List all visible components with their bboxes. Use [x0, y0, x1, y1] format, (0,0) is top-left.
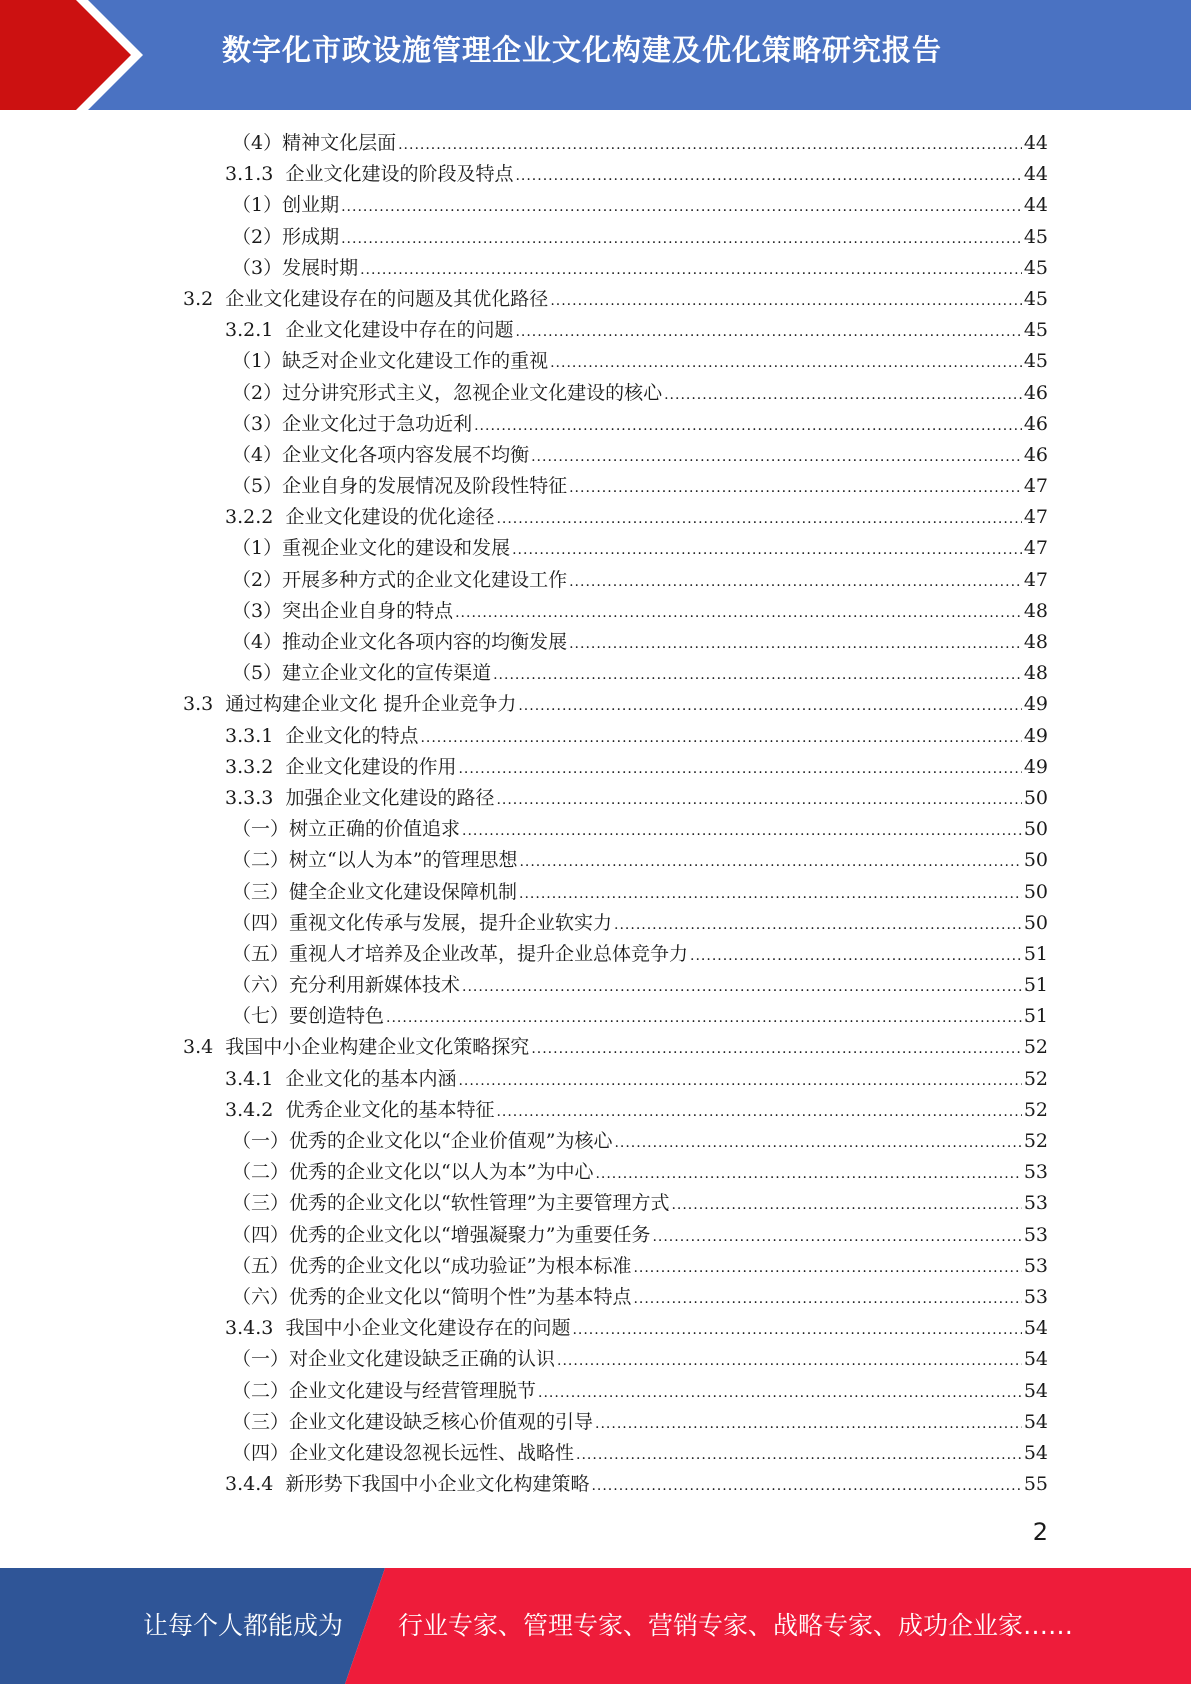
toc-entry[interactable] [0, 315, 1191, 346]
toc-entry-title: 企业文化的基本内涵 [285, 1067, 457, 1090]
toc-leader-dots [515, 161, 1021, 192]
toc-entry-number: （2） [232, 568, 283, 591]
toc-entry-number: 3.4 [183, 1036, 226, 1059]
toc-entry-page: 49 [1023, 693, 1048, 716]
toc-leader-dots [398, 130, 1022, 161]
toc-leader-dots [569, 567, 1022, 598]
toc-entry-title: 优秀的企业文化以“以人为本”为中心 [289, 1161, 594, 1184]
toc-entry-number: 3.3 [183, 693, 226, 716]
toc-entry-page: 51 [1023, 974, 1048, 997]
toc-entry-title: 过分讲究形式主义，忽视企业文化建设的核心 [282, 381, 663, 404]
toc-entry-title: 开展多种方式的企业文化建设工作 [282, 568, 568, 591]
toc-leader-dots [550, 286, 1022, 317]
toc-entry-number: （五） [232, 1254, 290, 1277]
toc-leader-dots [518, 691, 1021, 722]
toc-entry-number: 3.3.1 [225, 724, 286, 747]
toc-entry-title: 重视文化传承与发展，提升企业软实力 [289, 911, 613, 934]
toc-entry-page: 45 [1023, 256, 1048, 279]
toc-leader-dots [493, 660, 1022, 691]
toc-leader-dots [569, 629, 1022, 660]
toc-leader-dots [474, 411, 1022, 442]
toc-entry-title: 我国中小企业文化建设存在的问题 [285, 1317, 571, 1340]
toc-entry-page: 54 [1023, 1379, 1048, 1402]
toc-leader-dots [538, 1378, 1022, 1409]
toc-entry-title: 对企业文化建设缺乏正确的认识 [289, 1348, 556, 1371]
toc-leader-dots [455, 598, 1022, 629]
toc-leader-dots [458, 1066, 1021, 1097]
toc-leader-dots [519, 847, 1021, 878]
toc-entry[interactable] [0, 190, 1191, 221]
toc-leader-dots [614, 910, 1022, 941]
toc-entry[interactable] [0, 409, 1191, 440]
toc-entry[interactable] [0, 533, 1191, 564]
toc-entry[interactable] [0, 128, 1191, 159]
toc-leader-dots [496, 504, 1021, 535]
toc-entry[interactable] [0, 222, 1191, 253]
toc-entry-page: 46 [1023, 412, 1048, 435]
footer-slogan-right: 行业专家、管理专家、营销专家、战略专家、成功企业家…… [398, 1611, 1074, 1640]
toc-leader-dots [531, 1034, 1022, 1065]
report-title: 数字化市政设施管理企业文化构建及优化策略研究报告 [222, 33, 943, 67]
toc-leader-dots [595, 1409, 1022, 1440]
toc-entry-page: 44 [1023, 194, 1048, 217]
toc-entry-title: 精神文化层面 [282, 132, 397, 154]
toc-entry-number: 3.1.3 [225, 163, 286, 186]
toc-entry-page: 44 [1023, 163, 1048, 186]
toc-entry-number: 3.2 [183, 287, 226, 310]
toc-leader-dots [591, 1471, 1021, 1502]
toc-entry-title: 健全企业文化建设保障机制 [289, 880, 518, 903]
toc-leader-dots [386, 1003, 1022, 1034]
toc-entry-title: 企业文化建设的作用 [285, 755, 457, 778]
toc-entry-number: （二） [232, 1161, 290, 1184]
toc-entry-title: 突出企业自身的特点 [282, 599, 454, 622]
toc-entry-title: 树立正确的价值追求 [289, 818, 461, 841]
toc-leader-dots [569, 473, 1022, 504]
toc-leader-dots [664, 380, 1022, 411]
toc-entry[interactable] [0, 877, 1191, 908]
toc-leader-dots [462, 972, 1022, 1003]
toc-entry-title: 企业文化建设中存在的问题 [285, 319, 514, 342]
header-banner [0, 0, 1191, 110]
toc-entry-page: 54 [1023, 1410, 1048, 1433]
toc-entry-number: （七） [232, 1005, 290, 1028]
toc-entry-title: 创业期 [282, 194, 340, 217]
toc-entry-title: 企业文化建设的优化途径 [285, 506, 495, 529]
toc-leader-dots [576, 1440, 1022, 1471]
toc-entry-page: 47 [1023, 568, 1048, 591]
toc-entry-title: 企业文化建设存在的问题及其优化路径 [225, 287, 549, 310]
toc-entry[interactable] [0, 1126, 1191, 1157]
toc-entry[interactable] [0, 939, 1191, 970]
toc-entry[interactable] [0, 284, 1191, 315]
toc-leader-dots [512, 535, 1022, 566]
toc-entry-page: 45 [1023, 350, 1048, 373]
toc-entry[interactable] [0, 908, 1191, 939]
toc-entry-title: 企业文化建设与经营管理脱节 [289, 1379, 537, 1402]
toc-entry-number: （二） [232, 849, 290, 872]
toc-entry-page: 52 [1023, 1036, 1048, 1059]
toc-entry-page: 53 [1023, 1285, 1048, 1308]
toc-leader-dots [690, 941, 1022, 972]
toc-entry-number: （4） [232, 631, 283, 653]
toc-entry-page: 47 [1023, 506, 1048, 529]
toc-entry-page: 50 [1023, 880, 1048, 903]
toc-entry-page: 49 [1023, 724, 1048, 747]
toc-entry-number: （一） [232, 1348, 290, 1371]
toc-entry-page: 53 [1023, 1254, 1048, 1277]
toc-entry-page: 49 [1023, 755, 1048, 778]
toc-entry-number: 3.4.3 [225, 1317, 286, 1340]
toc-entry[interactable] [0, 1469, 1191, 1500]
toc-entry[interactable] [0, 471, 1191, 502]
toc-entry-page: 50 [1023, 818, 1048, 841]
toc-entry-title: 企业文化的特点 [285, 724, 419, 747]
toc-entry[interactable] [0, 689, 1191, 720]
toc-entry[interactable] [0, 1407, 1191, 1438]
toc-leader-dots [341, 224, 1022, 255]
toc-entry-title: 优秀的企业文化以“软性管理”为主要管理方式 [289, 1192, 670, 1215]
toc-entry-page: 48 [1023, 599, 1048, 622]
toc-entry-number: 3.3.3 [225, 786, 286, 809]
toc-entry[interactable] [0, 159, 1191, 190]
toc-entry-number: （六） [232, 1285, 290, 1308]
toc-entry-title: 企业文化建设缺乏核心价值观的引导 [289, 1410, 594, 1433]
toc-entry-title: 树立“以人为本”的管理思想 [289, 849, 518, 872]
toc-leader-dots [531, 442, 1022, 473]
toc-entry-title: 企业自身的发展情况及阶段性特征 [282, 475, 568, 498]
footer-banner [0, 1568, 1191, 1684]
toc-entry[interactable] [0, 783, 1191, 814]
toc-entry-number: （五） [232, 942, 290, 965]
toc-entry-page: 52 [1023, 1130, 1048, 1152]
toc-entry-number: （一） [232, 1130, 290, 1152]
toc-entry-number: （三） [232, 880, 290, 903]
toc-entry-title: 发展时期 [282, 256, 359, 279]
toc-entry[interactable] [0, 752, 1191, 783]
toc-entry-number: （1） [232, 194, 283, 217]
toc-entry-number: 3.2.1 [225, 319, 286, 342]
toc-entry-page: 47 [1023, 537, 1048, 560]
toc-leader-dots [420, 723, 1021, 754]
toc-entry[interactable] [0, 1251, 1191, 1282]
toc-entry[interactable] [0, 1438, 1191, 1469]
toc-entry-title: 优秀企业文化的基本特征 [285, 1098, 495, 1121]
toc-entry[interactable] [0, 1376, 1191, 1407]
toc-entry[interactable] [0, 502, 1191, 533]
toc-leader-dots [614, 1128, 1021, 1159]
toc-entry-number: （3） [232, 599, 283, 622]
toc-entry-page: 46 [1023, 443, 1048, 466]
toc-entry[interactable] [0, 658, 1191, 689]
header-red-chevron [0, 0, 145, 110]
toc-leader-dots [652, 1222, 1021, 1253]
toc-leader-dots [633, 1284, 1021, 1315]
toc-entry-title: 新形势下我国中小企业文化构建策略 [285, 1473, 590, 1496]
toc-entry[interactable] [0, 1220, 1191, 1251]
toc-entry-number: 3.4.1 [225, 1067, 286, 1090]
toc-entry[interactable] [0, 1001, 1191, 1032]
toc-entry[interactable] [0, 814, 1191, 845]
toc-entry-number: （四） [232, 911, 290, 934]
toc-entry-number: 3.4.2 [225, 1098, 286, 1121]
toc-entry-page: 54 [1023, 1348, 1048, 1371]
table-of-contents [0, 128, 1191, 1500]
toc-entry-title: 企业文化各项内容发展不均衡 [282, 443, 530, 466]
toc-entry-page: 50 [1023, 911, 1048, 934]
toc-entry-page: 53 [1023, 1161, 1048, 1184]
toc-leader-dots [550, 348, 1022, 379]
toc-entry-number: （2） [232, 381, 283, 404]
toc-entry-number: （1） [232, 537, 283, 560]
toc-entry-number: （2） [232, 225, 283, 248]
toc-entry[interactable] [0, 1032, 1191, 1063]
toc-entry-title: 通过构建企业文化 提升企业竞争力 [225, 693, 517, 716]
toc-entry-page: 48 [1023, 631, 1048, 653]
toc-entry-title: 建立企业文化的宣传渠道 [282, 662, 492, 685]
toc-entry-number: （1） [232, 350, 283, 373]
toc-entry[interactable] [0, 596, 1191, 627]
toc-entry-number: 3.3.2 [225, 755, 286, 778]
toc-entry-page: 50 [1023, 786, 1048, 809]
toc-leader-dots [519, 879, 1022, 910]
toc-entry-page: 46 [1023, 381, 1048, 404]
toc-entry-title: 优秀的企业文化以“简明个性”为基本特点 [289, 1285, 632, 1308]
toc-entry-number: 3.4.4 [225, 1473, 286, 1496]
toc-entry-page: 44 [1023, 132, 1048, 154]
toc-entry-number: （三） [232, 1192, 290, 1215]
toc-entry-number: （六） [232, 974, 290, 997]
toc-entry[interactable] [0, 378, 1191, 409]
toc-entry[interactable] [0, 253, 1191, 284]
toc-entry-page: 45 [1023, 287, 1048, 310]
toc-leader-dots [341, 192, 1022, 223]
toc-entry-number: （5） [232, 475, 283, 498]
toc-entry-page: 51 [1023, 942, 1048, 965]
toc-entry-page: 52 [1023, 1098, 1048, 1121]
toc-entry-title: 优秀的企业文化以“增强凝聚力”为重要任务 [289, 1223, 651, 1246]
toc-entry-number: （4） [232, 132, 283, 154]
toc-entry-title: 企业文化过于急功近利 [282, 412, 473, 435]
toc-entry[interactable] [0, 440, 1191, 471]
toc-entry-page: 51 [1023, 1005, 1048, 1028]
toc-entry-title: 缺乏对企业文化建设工作的重视 [282, 350, 549, 373]
toc-entry-page: 48 [1023, 662, 1048, 685]
toc-entry-number: （5） [232, 662, 283, 685]
toc-entry-title: 优秀的企业文化以“成功验证”为根本标准 [289, 1254, 632, 1277]
toc-leader-dots [360, 255, 1022, 286]
toc-entry-title: 我国中小企业构建企业文化策略探究 [225, 1036, 530, 1059]
toc-entry[interactable] [0, 1313, 1191, 1344]
toc-leader-dots [458, 754, 1021, 785]
toc-entry-number: （3） [232, 412, 283, 435]
toc-entry-title: 推动企业文化各项内容的均衡发展 [282, 631, 568, 653]
toc-entry[interactable] [0, 970, 1191, 1001]
toc-leader-dots [557, 1346, 1022, 1377]
toc-entry-title: 形成期 [282, 225, 340, 248]
toc-entry-page: 52 [1023, 1067, 1048, 1090]
toc-entry-title: 要创造特色 [289, 1005, 385, 1028]
toc-entry-title: 充分利用新媒体技术 [289, 974, 461, 997]
toc-entry-title: 企业文化建设忽视长远性、战略性 [289, 1441, 575, 1464]
toc-entry[interactable] [0, 1188, 1191, 1219]
toc-entry-number: 3.2.2 [225, 506, 286, 529]
toc-entry-number: （3） [232, 256, 283, 279]
toc-leader-dots [496, 785, 1021, 816]
toc-leader-dots [572, 1315, 1021, 1346]
toc-entry-number: （四） [232, 1223, 290, 1246]
toc-entry-title: 优秀的企业文化以“企业价值观”为核心 [289, 1130, 613, 1152]
toc-entry[interactable] [0, 721, 1191, 752]
page-number: 2 [1032, 1518, 1048, 1546]
footer-slogan-left: 让每个人都能成为 [143, 1611, 344, 1640]
toc-leader-dots [496, 1097, 1021, 1128]
toc-leader-dots [671, 1190, 1021, 1221]
toc-entry-page: 45 [1023, 319, 1048, 342]
toc-entry[interactable] [0, 845, 1191, 876]
toc-entry-title: 加强企业文化建设的路径 [285, 786, 495, 809]
toc-entry-number: （二） [232, 1379, 290, 1402]
toc-leader-dots [462, 816, 1022, 847]
toc-entry[interactable] [0, 565, 1191, 596]
toc-leader-dots [633, 1253, 1021, 1284]
toc-entry-page: 47 [1023, 475, 1048, 498]
toc-entry-page: 50 [1023, 849, 1048, 872]
toc-entry-page: 54 [1023, 1441, 1048, 1464]
toc-entry-page: 53 [1023, 1192, 1048, 1215]
toc-entry-number: （一） [232, 818, 290, 841]
toc-entry-title: 企业文化建设的阶段及特点 [285, 163, 514, 186]
toc-entry[interactable] [0, 1095, 1191, 1126]
toc-entry-number: （四） [232, 1441, 290, 1464]
toc-entry[interactable] [0, 1064, 1191, 1095]
toc-entry-page: 45 [1023, 225, 1048, 248]
toc-entry[interactable] [0, 1344, 1191, 1375]
toc-entry-number: （三） [232, 1410, 290, 1433]
toc-leader-dots [595, 1159, 1021, 1190]
toc-leader-dots [515, 317, 1021, 348]
toc-entry-title: 重视人才培养及企业改革，提升企业总体竞争力 [289, 942, 689, 965]
toc-entry-title: 重视企业文化的建设和发展 [282, 537, 511, 560]
toc-entry-page: 53 [1023, 1223, 1048, 1246]
toc-entry[interactable] [0, 1282, 1191, 1313]
toc-entry-page: 55 [1023, 1473, 1048, 1496]
toc-entry[interactable] [0, 346, 1191, 377]
toc-entry[interactable] [0, 627, 1191, 658]
toc-entry[interactable] [0, 1157, 1191, 1188]
toc-entry-page: 54 [1023, 1317, 1048, 1340]
toc-entry-number: （4） [232, 443, 283, 466]
